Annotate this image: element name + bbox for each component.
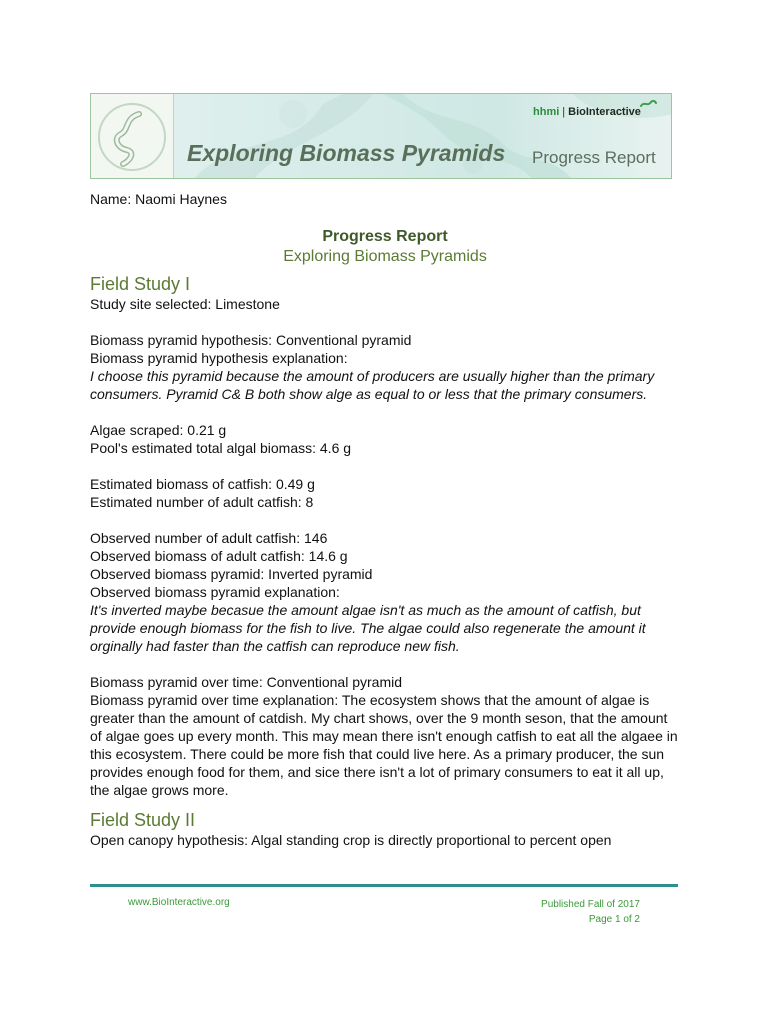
pyramid-hypothesis: Biomass pyramid hypothesis: Conventional pyramid [90, 332, 412, 348]
document-body [90, 190, 680, 849]
field-study-2-heading: Field Study II [90, 810, 196, 830]
river-logo-icon [95, 100, 169, 174]
report-subtitle: Exploring Biomass Pyramids [283, 248, 487, 265]
footer-divider [90, 884, 678, 887]
lizard-icon [639, 98, 657, 110]
banner-logo-box [91, 94, 174, 178]
brand-separator: | [562, 106, 566, 118]
observed-explanation-label: Observed biomass pyramid explanation: [90, 584, 340, 600]
brand-hhmi: hhmi [533, 106, 560, 118]
pyramid-over-time-explanation: Biomass pyramid over time explanation: The ecosystem shows that the amount of algae is greater than the amount of catdish. My chart shows, over the 9 month seson, that the amount of algae goes up every month. This may mean there isn't enough catfish to eat all the algaee in this ecosystem. There could be more fish that could live here. As a primary producer, the sun provides enough food for them, and sice there isn't a lot of primary consumers to eat it all up, the algae grows more. [90, 692, 678, 798]
footer-info [541, 897, 640, 927]
algae-scraped: Algae scraped: 0.21 g [90, 422, 227, 438]
hypothesis-explanation-text: I choose this pyramid because the amount of producers are usually higher than the primary consumers. Pyramid C& B both show alge as equal to or less that the primary consumers. [90, 368, 655, 402]
open-canopy-hypothesis: Open canopy hypothesis: Algal standing crop is directly proportional to percent open [90, 832, 612, 848]
pyramid-over-time: Biomass pyramid over time: Conventional pyramid [90, 674, 403, 690]
banner-subtitle: Progress Report [532, 148, 656, 167]
hypothesis-explanation-label: Biomass pyramid hypothesis explanation: [90, 350, 348, 366]
published-date: Published Fall of 2017 [541, 899, 640, 910]
brand-biointeractive: BioInteractive [568, 106, 641, 118]
observed-catfish-number: Observed number of adult catfish: 146 [90, 530, 328, 546]
student-name: Name: Naomi Haynes [90, 191, 227, 207]
banner-title: Exploring Biomass Pyramids [187, 140, 506, 166]
header-banner [90, 93, 672, 179]
observed-explanation-text: It's inverted maybe becasue the amount algae isn't as much as the amount of catfish, but provide enough biomass for the fish to live. The algae could also regenerate the amount it orginally had faster than the catfish can reproduce new fish. [90, 602, 646, 654]
estimated-catfish-biomass: Estimated biomass of catfish: 0.49 g [90, 476, 315, 492]
pool-algal-biomass: Pool's estimated total algal biomass: 4.6 g [90, 440, 352, 456]
study-site: Study site selected: Limestone [90, 296, 280, 312]
observed-pyramid: Observed biomass pyramid: Inverted pyramid [90, 566, 373, 582]
field-study-1-heading: Field Study I [90, 274, 191, 294]
brand-logo [533, 106, 641, 118]
footer-url-link[interactable]: www.BioInteractive.org [128, 897, 230, 908]
report-title: Progress Report [322, 228, 448, 245]
page-number: Page 1 of 2 [588, 914, 640, 925]
observed-catfish-biomass: Observed biomass of adult catfish: 14.6 g [90, 548, 348, 564]
estimated-catfish-number: Estimated number of adult catfish: 8 [90, 494, 314, 510]
